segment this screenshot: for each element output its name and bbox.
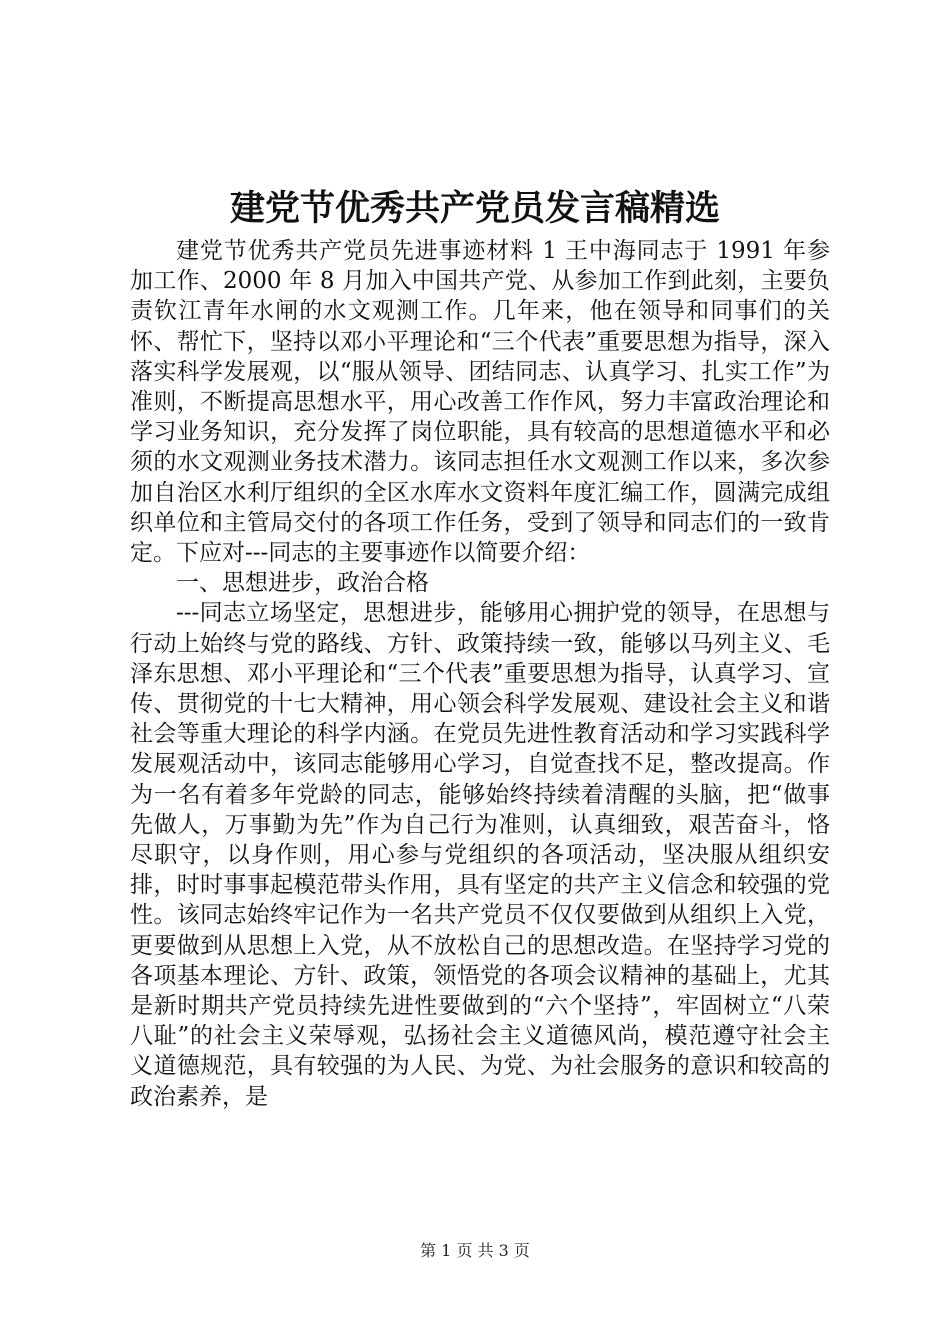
document-body xyxy=(130,236,830,1112)
section-heading: 一、思想进步，政治合格 xyxy=(176,570,429,597)
page-footer: 第 1 页 共 3 页 xyxy=(420,1241,530,1260)
section-paragraph: ---同志立场坚定，思想进步，能够用心拥护党的领导，在思想与行动上始终与党的路线、方针、政策持续一致，能够以马列主义、毛泽东思想、邓小平理论和“三个代表”重要思想为指导，认真学习、宣传、贯彻党的十七大精神，用心领会科学发展观、建设社会主义和谐社会等重大理论的科学内涵。在党员先进性教育活动和学习实践科学发展观活动中，该同志能够用心学习，自觉查找不足，整改提高。作为一名有着多年党龄的同志，能够始终持续着清醒的头脑，把“做事先做人，万事勤为先”作为自己行为准则，认真细致，艰苦奋斗，恪尽职守，以身作则，用心参与党组织的各项活动，坚决服从组织安排，时时事事起模范带头作用，具有坚定的共产主义信念和较强的党性。该同志始终牢记作为一名共产党员不仅仅要做到从组织上入党，更要做到从思想上入党，从不放松自己的思想改造。在坚持学习党的各项基本理论、方针、政策，领悟党的各项会议精神的基础上，尤其是新时期共产党员持续先进性要做到的“六个坚持”，牢固树立“八荣八耻”的社会主义荣辱观，弘扬社会主义道德风尚，模范遵守社会主义道德规范，具有较强的为人民、为党、为社会服务的意识和较高的政治素养，是 xyxy=(130,600,830,1110)
document-title: 建党节优秀共产党员发言稿精选 xyxy=(229,188,720,229)
intro-paragraph: 建党节优秀共产党员先进事迹材料 1 王中海同志于 1991 年参加工作、2000 年 8 月加入中国共产党、从参加工作到此刻，主要负责钦江青年水闸的水文观测工作。几年来，他在领导和同事们的关怀、帮忙下，坚持以邓小平理论和“三个代表”重要思想为指导，深入落实科学发展观，以“服从领导、团结同志、认真学习、扎实工作”为准则，不断提高思想水平，用心改善工作作风，努力丰富政治理论和学习业务知识，充分发挥了岗位职能，具有较高的思想道德水平和必须的水文观测业务技术潜力。该同志担任水文观测工作以来，多次参加自治区水利厅组织的全区水库水文资料年度汇编工作，圆满完成组织单位和主管局交付的各项工作任务，受到了领导和同志们的一致肯定。下应对---同志的主要事迹作以简要介绍： xyxy=(130,238,830,567)
